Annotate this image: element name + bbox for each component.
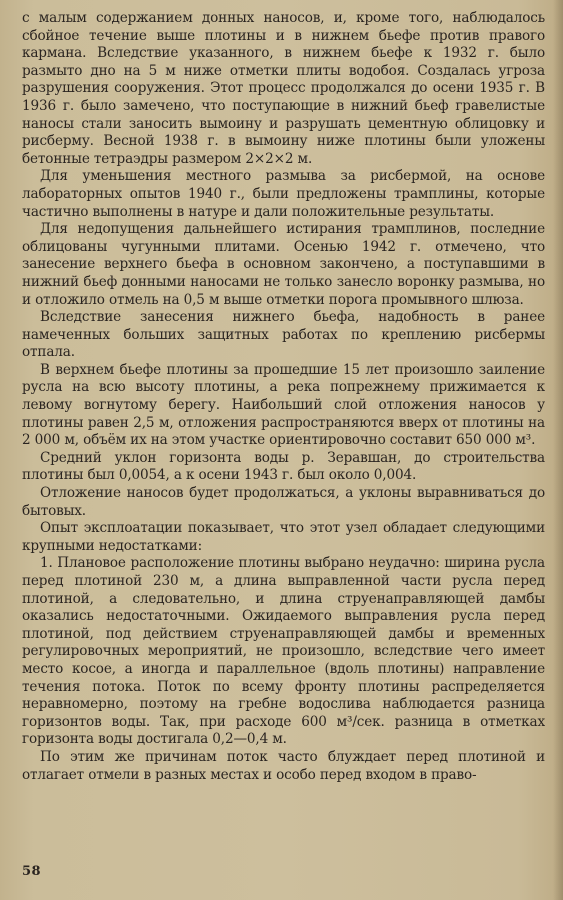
page-edge-shadow — [553, 0, 563, 900]
paragraph-flow-wandering: По этим же причинам поток часто блуждает перед плотиной и отлагает отмели в разных местах и особо перед входом в право- — [22, 748, 545, 783]
body-text — [22, 10, 545, 784]
paragraph-upper-pool-silting: В верхнем бьефе плотины за прошедшие 15 лет произошло заиление русла на всю высоту плотины, а река попрежнему прижимается к левому вогнутому берегу. Наибольший слой отложения наносов у плотины равен 2,5 м, отложения распространяются вверх от плотины на 2 000 м, объём их на этом участке ориентировочно составит 650 000 м³. — [22, 361, 545, 449]
paragraph-defect-one: 1. Плановое расположение плотины выбрано неудачно: ширина русла перед плотиной 230 м, а длина выправленной части русла перед плотиной, а следовательно, и длина струенаправляющей дамбы оказались недостаточными. Ожидаемого выправления русла перед плотиной, под действием струенаправляющей дамбы и временных регулировочных мероприятий, не произошло, вследствие чего имеет место косое, а иногда и параллельное (вдоль плотины) направление течения потока. Поток по всему фронту плотины распределяется неравномерно, поэтому на гребне водослива наблюдается разница горизонтов воды. Так, при расходе 600 м³/сек. разница в отметках горизонта воды достигала 0,2—0,4 м. — [22, 555, 545, 748]
paragraph-protective-works: Вследствие занесения нижнего бьефа, надобность в ранее намеченных больших защитных работах по креплению рисбермы отпала. — [22, 309, 545, 361]
paragraph-river-erosion: с малым содержанием донных наносов, и, кроме того, наблюдалось сбойное течение выше плотины и в нижнем бьефе против правого кармана. Вследствие указанного, в нижнем бьефе к 1932 г. было размыто дно на 5 м ниже отметки плиты водобоя. Создалась угроза разрушения сооружения. Этот процесс продолжался до осени 1935 г. В 1936 г. было замечено, что поступающие в нижний бьеф гравелистые наносы стали заносить вымоину и разрушать цементную облицовку и рисберму. Весной 1938 г. в вымоину ниже плотины были уложены бетонные тетраэдры размером 2×2×2 м. — [22, 10, 545, 167]
paragraph-operation-experience: Опыт эксплоатации показывает, что этот узел обладает следующими крупными недостатками: — [22, 520, 545, 554]
paragraph-water-slope: Средний уклон горизонта воды р. Зеравшан, до строительства плотины был 0,0054, а к осени 1943 г. был около 0,004. — [22, 449, 545, 484]
paragraph-sediment-deposition: Отложение наносов будет продолжаться, а уклоны выравниваться до бытовых. — [22, 485, 545, 519]
page-number: 58 — [22, 864, 42, 879]
paragraph-springboards: Для уменьшения местного размыва за рисбермой, на основе лабораторных опытов 1940 г., были предложены трамплины, которые частично выполнены в натуре и дали положительные результаты. — [22, 168, 545, 220]
paragraph-cast-iron-plates: Для недопущения дальнейшего истирания трамплинов, последние облицованы чугунными плитами. Осенью 1942 г. отмечено, что занесение верхнего бьефа в основном закончено, а поступавшими в нижний бьеф донными наносами не только занесло воронку размыва, но и отложило отмель на 0,5 м выше отметки порога промывного шлюза. — [22, 221, 545, 308]
